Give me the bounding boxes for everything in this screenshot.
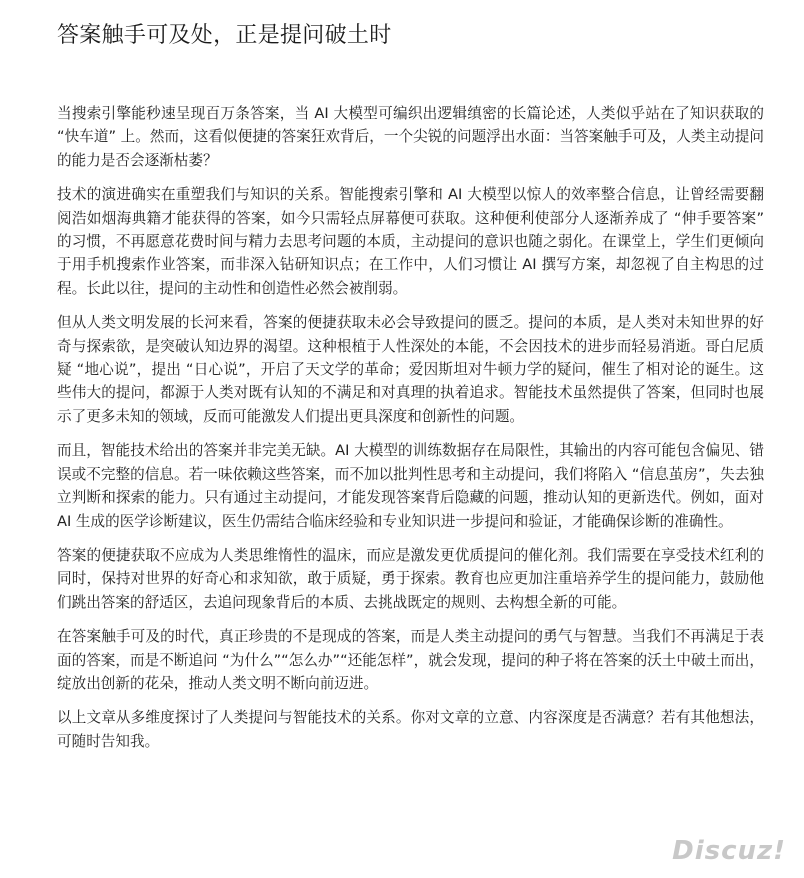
article-title: 答案触手可及处，正是提问破土时 (57, 23, 392, 48)
paragraph-2: 技术的演进确实在重塑我们与知识的关系。智能搜索引擎和 AI 大模型以惊人的效率整合信息，让曾经需要翻阅浩如烟海典籍才能获得的答案，如今只需轻点屏幕便可获取。这种便利使部分人逐渐养成了 “伸手要答案” 的习惯，不再愿意花费时间与精力去思考问题的本质，主动提问的意识也随之弱化。在课堂上，学生们更倾向于用手机搜索作业答案，而非深入钻研知识点；在工作中，人们习惯让 AI 撰写方案，却忽视了自主构思的过程。长此以往，提问的主动性和创造性必然会被削弱。 (57, 186, 764, 297)
paragraph-7: 以上文章从多维度探讨了人类提问与智能技术的关系。你对文章的立意、内容深度是否满意？若有其他想法，可随时告知我。 (57, 709, 764, 750)
paragraph-1: 当搜索引擎能秒速呈现百万条答案，当 AI 大模型可编织出逻辑缜密的长篇论述，人类似乎站在了知识获取的 “快车道” 上。然而，这看似便捷的答案狂欢背后，一个尖锐的问题浮出水面：当答案触手可及，人类主动提问的能力是否会逐渐枯萎？ (57, 105, 764, 169)
article-body (57, 102, 764, 753)
discuz-watermark: Discuz! (672, 836, 786, 866)
paragraph-4: 而且，智能技术给出的答案并非完美无缺。AI 大模型的训练数据存在局限性，其输出的内容可能包含偏见、错误或不完整的信息。若一味依赖这些答案，而不加以批判性思考和主动提问，我们将陷入 “信息茧房”，失去独立判断和探索的能力。只有通过主动提问，才能发现答案背后隐藏的问题，推动认知的更新迭代。例如，面对 AI 生成的医学诊断建议，医生仍需结合临床经验和专业知识进一步提问和验证，才能确保诊断的准确性。 (57, 442, 764, 530)
paragraph-3: 但从人类文明发展的长河来看，答案的便捷获取未必会导致提问的匮乏。提问的本质，是人类对未知世界的好奇与探索欲，是突破认知边界的渴望。这种根植于人性深处的本能，不会因技术的进步而轻易消逝。哥白尼质疑 “地心说”，提出 “日心说”，开启了天文学的革命；爱因斯坦对牛顿力学的疑问，催生了相对论的诞生。这些伟大的提问，都源于人类对既有认知的不满足和对真理的执着追求。智能技术虽然提供了答案，但同时也展示了更多未知的领域，反而可能激发人们提出更具深度和创新性的问题。 (57, 314, 764, 425)
paragraph-5: 答案的便捷获取不应成为人类思维惰性的温床，而应是激发更优质提问的催化剂。我们需要在享受技术红利的同时，保持对世界的好奇心和求知欲，敢于质疑，勇于探索。教育也应更加注重培养学生的提问能力，鼓励他们跳出答案的舒适区，去追问现象背后的本质、去挑战既定的规则、去构想全新的可能。 (57, 546, 764, 611)
paragraph-6: 在答案触手可及的时代，真正珍贵的不是现成的答案，而是人类主动提问的勇气与智慧。当我们不再满足于表面的答案，而是不断追问 “为什么”“怎么办”“还能怎样”，就会发现，提问的种子将在答案的沃土中破土而出，绽放出创新的花朵，推动人类文明不断向前迈进。 (57, 628, 764, 692)
